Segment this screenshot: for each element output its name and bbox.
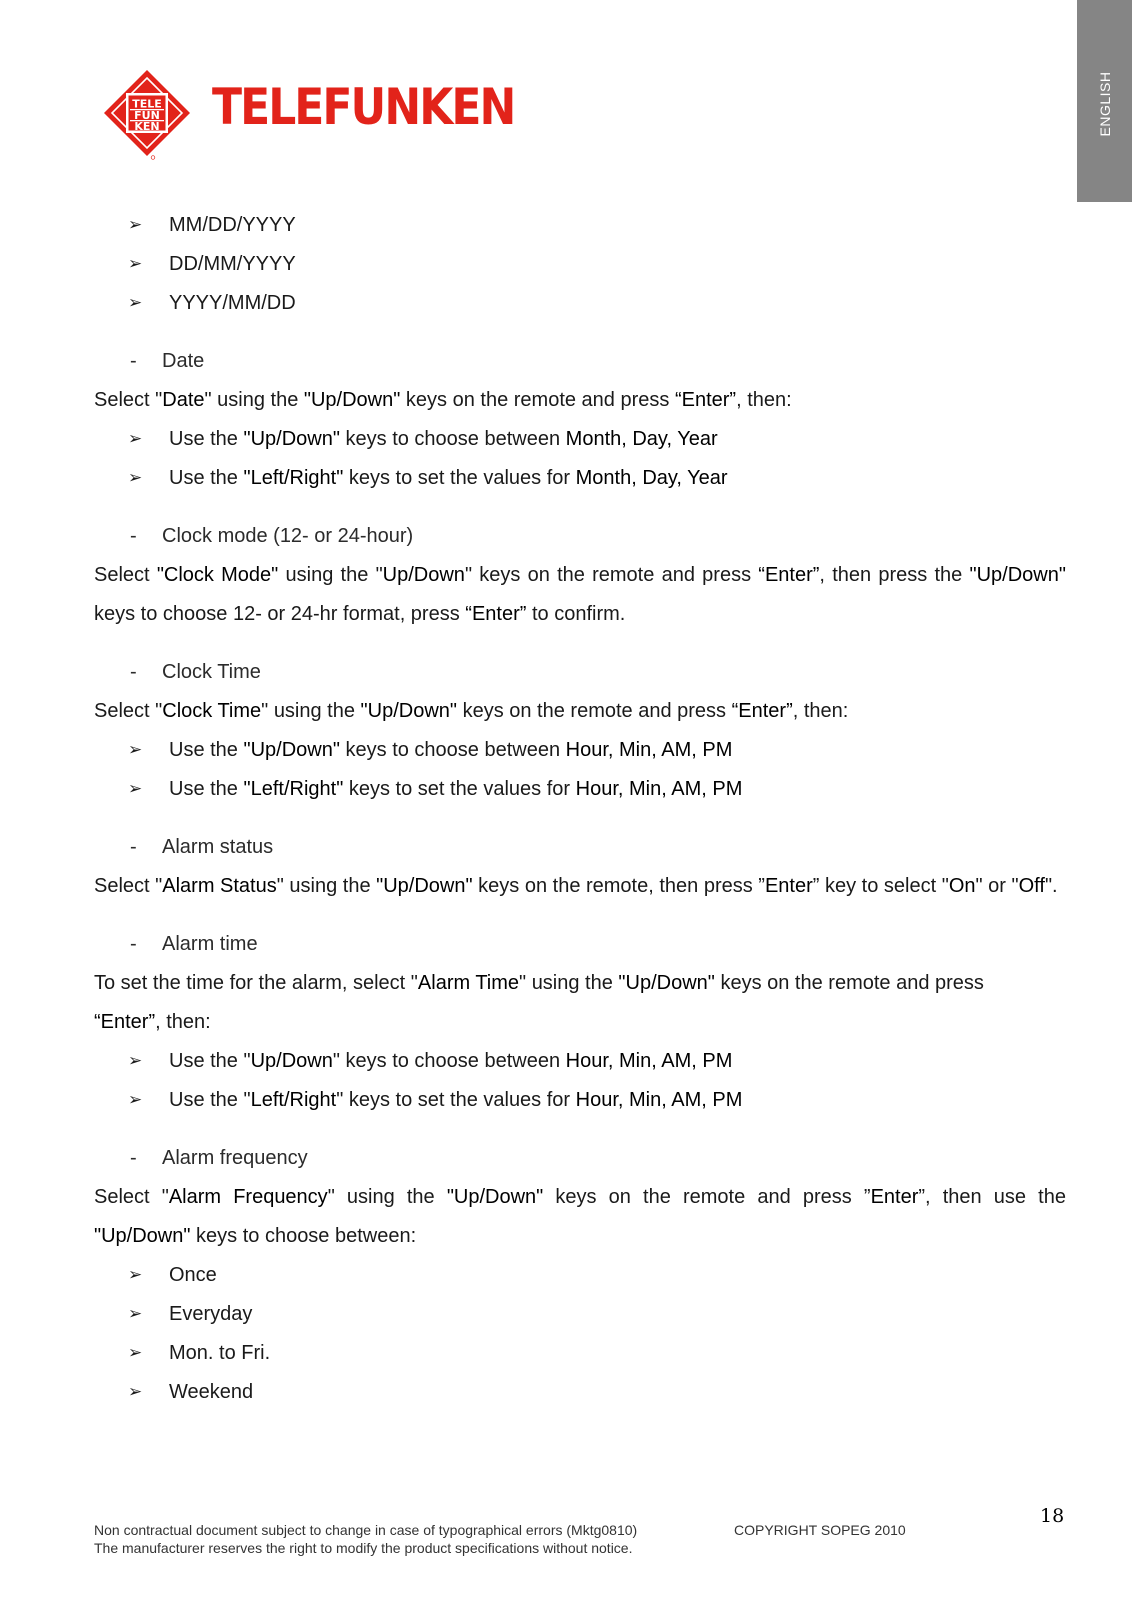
alarm-status-instructions: Select "Alarm Status" using the "Up/Down" keys on the remote, then press ”Enter” key to select "On" or "Off". [94, 875, 1058, 897]
emblem-line-3: KEN [134, 120, 160, 133]
section-heading-date: - Date [94, 342, 1066, 381]
emblem-line-1: TELE [132, 97, 162, 111]
date-step-set: ➢ Use the "Left/Right" keys to set the values for Month, Day, Year [94, 459, 1066, 498]
footer-copyright: COPYRIGHT SOPEG 2010 [734, 1522, 906, 1538]
clock-time-instructions: Select "Clock Time" using the "Up/Down" keys on the remote and press “Enter”, then: [94, 700, 849, 722]
page-number: 18 [1040, 1505, 1065, 1527]
alarm-time-step-choose: ➢ Use the "Up/Down" keys to choose between Hour, Min, AM, PM [94, 1042, 1066, 1081]
manual-content [94, 206, 1066, 1412]
alarm-time-instructions: To set the time for the alarm, select "Alarm Time" using the "Up/Down" keys on the remote and press “Enter”, then: [94, 972, 984, 1033]
clock-time-step-choose: ➢ Use the "Up/Down" keys to choose between Hour, Min, AM, PM [94, 731, 1066, 770]
frequency-option: ➢ Once [94, 1256, 1066, 1295]
date-format-option: ➢ MM/DD/YYYY [94, 206, 1066, 245]
section-heading-alarm-time: - Alarm time [94, 925, 1066, 964]
section-heading-alarm-status: - Alarm status [94, 828, 1066, 867]
footer-disclaimer-line-2: The manufacturer reserves the right to modify the product specifications without notice. [94, 1540, 633, 1556]
section-heading-alarm-frequency: - Alarm frequency [94, 1139, 1066, 1178]
date-instructions: Select "Date" using the "Up/Down" keys on the remote and press “Enter”, then: [94, 389, 792, 411]
brand-wordmark: TELEFUNKEN [212, 78, 515, 136]
clock-mode-instructions: Select "Clock Mode" using the "Up/Down" keys on the remote and press “Enter”, then press the "Up/Down" keys to choose 12- or 24-hr format, press “Enter” to confirm. [94, 564, 1066, 625]
alarm-time-step-set: ➢ Use the "Left/Right" keys to set the values for Hour, Min, AM, PM [94, 1081, 1066, 1120]
frequency-option: ➢ Weekend [94, 1373, 1066, 1412]
telefunken-emblem-icon [102, 68, 192, 160]
section-heading-clock-time: - Clock Time [94, 653, 1066, 692]
footer-disclaimer-line-1: Non contractual document subject to change in case of typographical errors (Mktg0810) [94, 1522, 638, 1538]
date-format-option: ➢ DD/MM/YYYY [94, 245, 1066, 284]
frequency-option: ➢ Everyday [94, 1295, 1066, 1334]
clock-time-step-set: ➢ Use the "Left/Right" keys to set the values for Hour, Min, AM, PM [94, 770, 1066, 809]
emblem-line-2: FUN [134, 109, 160, 122]
frequency-option: ➢ Mon. to Fri. [94, 1334, 1066, 1373]
language-tab-label: ENGLISH [1096, 71, 1113, 137]
section-heading-clock-mode: - Clock mode (12- or 24-hour) [94, 517, 1066, 556]
alarm-frequency-instructions: Select "Alarm Frequency" using the "Up/Down" keys on the remote and press ”Enter”, then use the "Up/Down" keys to choose between: [94, 1186, 1066, 1247]
page-footer [94, 1521, 994, 1557]
date-format-option: ➢ YYYY/MM/DD [94, 284, 1066, 323]
date-step-choose: ➢ Use the "Up/Down" keys to choose between Month, Day, Year [94, 420, 1066, 459]
language-tab [1077, 0, 1132, 202]
